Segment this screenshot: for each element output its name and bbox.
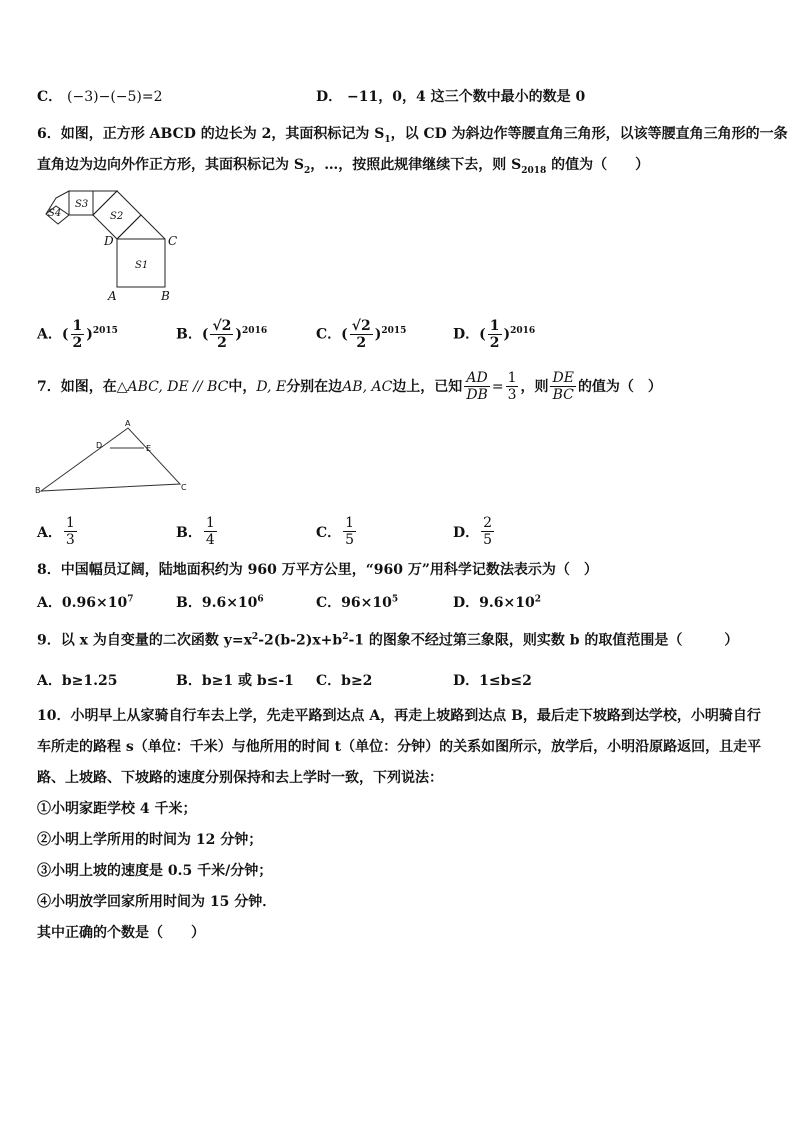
option-label: D． xyxy=(453,326,480,343)
denominator: 5 xyxy=(483,532,493,548)
q9-question xyxy=(37,627,738,651)
subscript: 1 xyxy=(384,134,391,145)
q10-statement-3: ③小明上坡的速度是 0.5 千米/分钟； xyxy=(37,863,273,879)
option-label: C． xyxy=(316,524,342,541)
question-text: 中， xyxy=(228,378,257,395)
fraction-de-bc xyxy=(550,370,575,403)
label-a: A xyxy=(125,419,131,428)
math-text: AB, AC xyxy=(342,378,393,395)
denominator: BC xyxy=(552,387,574,403)
exponent: 7 xyxy=(127,594,134,605)
fraction xyxy=(204,515,217,548)
option-label: C． xyxy=(37,89,63,105)
label-c: C xyxy=(168,234,178,248)
label-b: B xyxy=(161,289,170,303)
option-label: B． xyxy=(176,595,202,611)
q8-option-d xyxy=(453,592,541,612)
q8-question: 8．中国幅员辽阔，陆地面积约为 960 万平方公里，“960 万”用科学记数法表示为（ ） xyxy=(37,562,598,578)
option-label: D． xyxy=(453,524,480,541)
label-d: D xyxy=(96,441,103,450)
q5-option-d xyxy=(316,87,585,107)
option-label: D． xyxy=(316,89,343,105)
numerator: √2 xyxy=(212,318,232,334)
denominator: 3 xyxy=(507,387,517,403)
label-c: C xyxy=(181,483,187,492)
question-text: 边上，已知 xyxy=(392,378,463,395)
option-expression: (−3)−(−5)=2 xyxy=(67,89,163,105)
question-text: 直角边为边向外作正方形，其面积标记为 S xyxy=(37,157,304,173)
exponent: 6 xyxy=(257,594,264,605)
q6-question-line2 xyxy=(37,155,649,181)
exponent: 2 xyxy=(534,594,541,605)
q6-squares-figure xyxy=(38,186,183,304)
q9-option-c xyxy=(316,670,372,690)
q7-option-b xyxy=(176,515,219,548)
numerator: 1 xyxy=(205,515,215,531)
q10-question-line1: 10．小明早上从家骑自行车去上学，先走平路到达点 A，再走上坡路到达点 B，最后走下坡路到达学校，小明骑自行 xyxy=(37,708,761,724)
subscript: 2018 xyxy=(521,165,547,176)
q10-statement-4: ④小明放学回家所用时间为 15 分钟． xyxy=(37,894,277,910)
label-s3: S3 xyxy=(75,199,89,210)
option-label: B． xyxy=(176,524,202,541)
numerator: 1 xyxy=(72,318,83,334)
denominator: 2 xyxy=(217,335,227,351)
q10-statement-1: ①小明家距学校 4 千米； xyxy=(37,801,197,817)
question-text: ，…，按照此规律继续下去，则 S xyxy=(310,157,522,173)
math-text: △ABC, DE // BC xyxy=(116,378,229,395)
numerator: 1 xyxy=(489,318,500,334)
math-text: D, E xyxy=(256,378,287,395)
q8-option-a xyxy=(37,592,133,612)
q8-option-c xyxy=(316,592,398,612)
option-text: b≥2 xyxy=(341,673,373,689)
option-base: 96×10 xyxy=(341,595,392,611)
option-text: −11，0，4 这三个数中最小的数是 0 xyxy=(347,89,586,105)
q6-option-d: D．( $\frac{1}{2}$ )$^{2016}$ xyxy=(453,318,536,351)
q10-statement-2: ②小明上学所用的时间为 12 分钟； xyxy=(37,832,263,848)
q6-option-c: C．( $\frac{√2}{2}$ )$^{2015}$ xyxy=(316,318,407,351)
option-label: B． xyxy=(176,326,202,343)
q7-question xyxy=(37,370,662,403)
question-text: -1 的图象不经过第三象限，则实数 b 的取值范围是（ ） xyxy=(348,632,739,649)
triangle-abc xyxy=(41,428,180,491)
q7-triangle-figure xyxy=(34,418,194,498)
option-label: B． xyxy=(176,673,202,689)
label-d: D xyxy=(104,234,114,248)
denominator: 2 xyxy=(489,335,500,351)
option-label: C． xyxy=(316,673,342,689)
option-label: A． xyxy=(37,326,62,343)
question-text: 的值为（ ） xyxy=(546,157,650,173)
question-text: 9．以 x 为自变量的二次函数 y=x xyxy=(37,632,252,649)
option-text: b≥1 或 b≤-1 xyxy=(201,673,294,689)
numerator: AD xyxy=(466,370,488,386)
question-text: 7．如图，在 xyxy=(37,378,117,395)
label-e: E xyxy=(146,444,152,453)
denominator: DB xyxy=(466,387,488,403)
label-a: A xyxy=(108,289,117,303)
fraction-ad-db xyxy=(464,370,490,403)
q5-option-c xyxy=(37,87,163,107)
option-label: C． xyxy=(316,595,342,611)
option-label: A． xyxy=(37,673,62,689)
question-text: 的值为（ ） xyxy=(577,378,662,395)
fraction xyxy=(488,318,502,351)
q7-option-c xyxy=(316,515,358,548)
q10-question-line3: 路、上坡路、下坡路的速度分别保持和去上学时一致，下列说法： xyxy=(37,770,443,786)
exponent: 2015 xyxy=(381,325,407,336)
triangle-1 xyxy=(117,215,165,239)
exponent: 5 xyxy=(391,594,399,605)
label-s1: S1 xyxy=(135,260,149,271)
numerator: 1 xyxy=(507,370,517,386)
exponent: 2016 xyxy=(510,325,536,336)
option-base: 9.6×10 xyxy=(201,595,258,611)
fraction xyxy=(210,318,233,351)
option-label: C． xyxy=(316,326,342,343)
numerator: 2 xyxy=(483,515,493,531)
q9-option-a xyxy=(37,670,118,690)
option-label: A． xyxy=(37,524,62,541)
label-b: B xyxy=(35,486,41,495)
numerator: 1 xyxy=(65,515,75,531)
denominator: 3 xyxy=(65,532,75,548)
question-text: 6．如图，正方形 ABCD 的边长为 2，其面积标记为 S xyxy=(37,126,385,142)
fraction xyxy=(350,318,373,351)
exponent: 2016 xyxy=(242,325,268,336)
fraction xyxy=(343,515,356,548)
question-text: ，以 CD 为斜边作等腰直角三角形，以该等腰直角三角形的一条 xyxy=(390,126,788,142)
exponent: 2015 xyxy=(92,325,118,336)
denominator: 5 xyxy=(345,532,355,548)
numerator: 1 xyxy=(345,515,355,531)
q10-question-line2: 车所走的路程 s（单位：千米）与他所用的时间 t（单位：分钟）的关系如图所示，放学后，小明沿原路返回，且走平 xyxy=(37,739,762,755)
q9-option-d xyxy=(453,670,532,690)
fraction xyxy=(481,515,494,548)
option-label: D． xyxy=(453,673,480,689)
option-text: 1≤b≤2 xyxy=(479,673,532,689)
q7-option-a xyxy=(37,515,79,548)
q6-option-b: B．( $\frac{√2}{2}$ )$^{2016}$ xyxy=(176,318,268,351)
option-base: 0.96×10 xyxy=(61,595,128,611)
exponent: 2 xyxy=(251,632,259,642)
numerator: √2 xyxy=(351,318,371,334)
q9-option-b xyxy=(176,670,294,690)
denominator: 2 xyxy=(72,335,83,351)
fraction-1-3 xyxy=(506,370,519,403)
equals-sign: = xyxy=(491,378,504,395)
label-s4: S4 xyxy=(48,208,62,219)
fraction xyxy=(71,318,85,351)
option-text: b≥1.25 xyxy=(61,673,118,689)
question-text: -2(b-2)x+b xyxy=(258,632,343,649)
option-label: D． xyxy=(453,595,480,611)
question-text: ，则 xyxy=(520,378,549,395)
label-s2: S2 xyxy=(110,211,124,222)
denominator: 4 xyxy=(205,532,215,548)
subscript: 2 xyxy=(303,165,311,176)
q6-question-line1 xyxy=(37,124,788,150)
denominator: 2 xyxy=(356,335,367,351)
q6-option-a: A．( $\frac{1}{2}$ )$^{2015}$ xyxy=(37,318,118,351)
fraction xyxy=(64,515,77,548)
q7-option-d xyxy=(453,515,496,548)
q10-ask: 其中正确的个数是（ ） xyxy=(37,925,205,941)
option-label: A． xyxy=(37,595,62,611)
option-base: 9.6×10 xyxy=(479,595,535,611)
question-text: 分别在边 xyxy=(286,378,343,395)
numerator: DE xyxy=(552,370,574,386)
q8-option-b xyxy=(176,592,264,612)
exponent: 2 xyxy=(342,632,349,642)
